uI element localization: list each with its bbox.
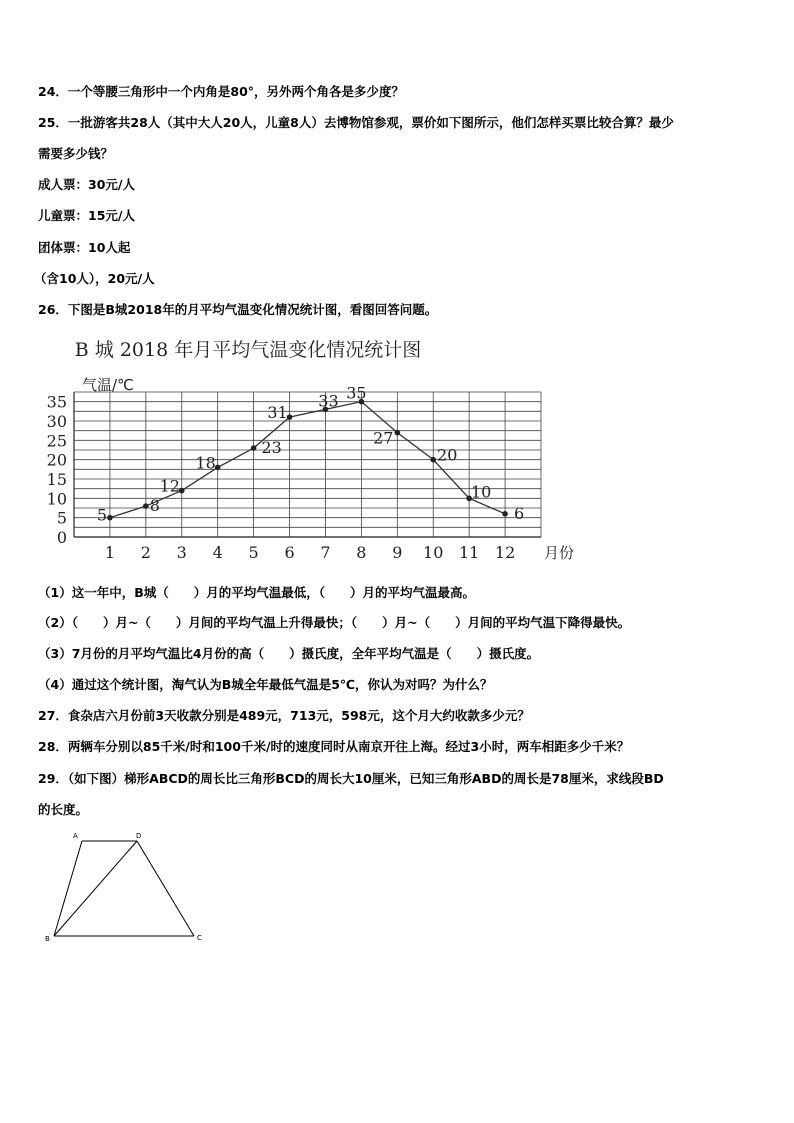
data-label: 12 [159, 476, 180, 496]
vertex-label-c: C [197, 934, 202, 942]
question-26-3: （3）7月份的月平均气温比4月份的高（ ）摄氏度，全年平均气温是（ ）摄氏度。 [38, 646, 540, 661]
y-tick-label: 35 [46, 392, 67, 412]
price-child: 儿童票：15元/人 [38, 208, 135, 223]
data-point [107, 515, 113, 521]
x-tick-label: 10 [423, 543, 444, 562]
question-29-line1: 29．（如下图）梯形ABCD的周长比三角形BCD的周长大10厘米，已知三角形ABD的周长是78厘米，求线段BD [38, 771, 664, 786]
x-tick-label: 4 [212, 543, 223, 562]
x-tick-label: 3 [176, 543, 187, 562]
chart-title: B 城 2018 年月平均气温变化情况统计图 [74, 339, 422, 361]
data-point [395, 430, 401, 436]
question-26-1: （1）这一年中，B城（ ）月的平均气温最低，（ ）月的平均气温最高。 [38, 585, 475, 600]
price-group-note: （含10人），20元/人 [34, 271, 155, 286]
trapezoid-figure [40, 828, 220, 948]
question-29-line2: 的长度。 [38, 802, 89, 817]
data-label: 18 [195, 453, 216, 473]
price-group: 团体票：10人起 [38, 240, 131, 255]
data-label: 23 [261, 438, 282, 458]
question-28: 28．两辆车分别以85千米/时和100千米/时的速度同时从南京开往上海。经过3小时，两车相距多少千米？ [38, 739, 630, 754]
data-label: 20 [437, 445, 458, 465]
vertex-label-d: D [136, 832, 142, 840]
data-label: 35 [346, 383, 367, 403]
data-point [143, 503, 149, 509]
vertex-label-a: A [73, 832, 78, 840]
x-tick-label: 9 [392, 543, 403, 562]
question-24: 24．一个等腰三角形中一个内角是80°，另外两个角各是多少度？ [38, 84, 405, 99]
data-label: 5 [96, 505, 108, 525]
y-axis-label: 气温/℃ [82, 376, 134, 394]
y-tick-label: 30 [46, 412, 67, 431]
x-tick-label: 11 [458, 543, 480, 562]
data-label: 6 [513, 503, 525, 523]
x-tick-label: 5 [248, 543, 259, 562]
x-tick-label: 8 [356, 543, 367, 562]
data-label: 10 [470, 482, 492, 502]
y-tick-label: 10 [46, 489, 67, 509]
data-label: 8 [149, 496, 160, 516]
y-tick-label: 15 [46, 470, 67, 489]
edge-dc [137, 841, 194, 936]
y-tick-label: 0 [56, 528, 67, 547]
question-26-2: （2）（ ）月~（ ）月间的平均气温上升得最快；（ ）月~（ ）月间的平均气温下降得最快。 [38, 615, 631, 630]
x-tick-label: 12 [494, 543, 516, 562]
edge-ab [54, 841, 82, 936]
y-tick-label: 25 [46, 431, 67, 451]
temperature-series [97, 384, 524, 525]
data-label: 27 [373, 428, 394, 448]
question-27: 27．食杂店六月份前3天收款分别是489元，713元，598元，这个月大约收款多少元？ [38, 708, 530, 723]
question-26: 26．下图是B城2018年的月平均气温变化情况统计图，看图回答问题。 [38, 302, 438, 317]
data-label: 31 [267, 403, 288, 423]
vertex-label-b: B [45, 935, 50, 943]
x-tick-label: 1 [104, 543, 116, 562]
question-25-line2: 需要多少钱？ [38, 146, 114, 161]
diagonal-bd [54, 841, 137, 936]
x-axis-ticks [105, 543, 515, 562]
x-tick-label: 2 [140, 543, 151, 562]
data-label: 33 [318, 391, 339, 411]
y-tick-label: 20 [46, 450, 67, 470]
data-point [430, 457, 436, 463]
x-tick-label: 7 [320, 543, 331, 562]
data-point [251, 445, 257, 451]
price-adult: 成人票：30元/人 [38, 177, 135, 192]
x-tick-label: 6 [284, 543, 295, 562]
question-25-line1: 25．一批游客共28人（其中大人20人，儿童8人）去博物馆参观，票价如下图所示，他们怎样买票比较合算？最少 [38, 115, 674, 130]
temperature-line-chart [36, 334, 596, 564]
y-axis-ticks [47, 393, 67, 547]
y-tick-label: 5 [56, 508, 67, 528]
x-axis-label: 月份 [544, 544, 575, 562]
data-point [502, 511, 508, 517]
question-26-4: （4）通过这个统计图，淘气认为B城全年最低气温是5℃，你认为对吗？为什么？ [38, 677, 493, 692]
